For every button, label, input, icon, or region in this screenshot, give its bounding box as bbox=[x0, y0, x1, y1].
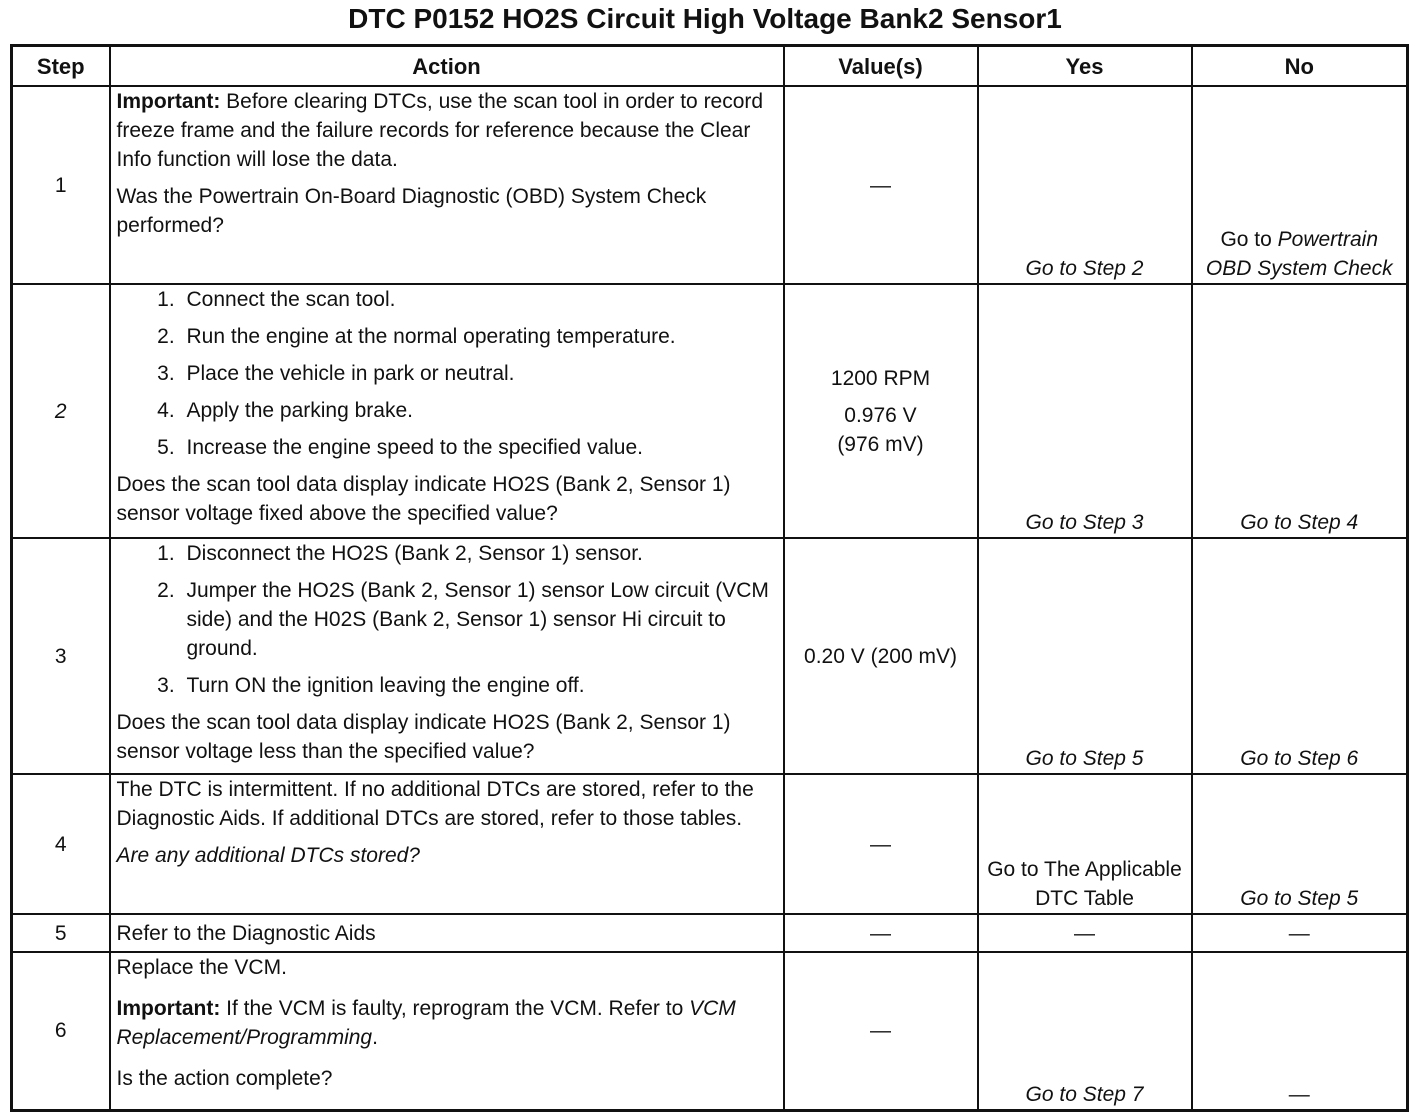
vcm-replacement-link[interactable]: VCM Replacement/Programming bbox=[116, 997, 736, 1049]
table-row bbox=[12, 284, 1408, 538]
value-cell: — bbox=[784, 952, 978, 1110]
no-cell: — bbox=[1192, 952, 1408, 1110]
important-label: Important: bbox=[116, 997, 221, 1020]
action-cell bbox=[110, 86, 784, 284]
step-number: 3 bbox=[12, 538, 110, 774]
header-action: Action bbox=[110, 46, 784, 87]
list-item: 2. Jumper the HO2S (Bank 2, Sensor 1) sensor Low circuit (VCM side) and the H02S (Bank 2, Sensor 1) sensor Hi circuit to ground. bbox=[181, 576, 777, 663]
action-text: The DTC is intermittent. If no additional DTCs are stored, refer to the Diagnostic Aids. If additional DTCs are stored, refer to those tables. bbox=[116, 778, 754, 830]
step-number: 2 bbox=[12, 284, 110, 538]
header-yes: Yes bbox=[978, 46, 1192, 87]
no-link[interactable]: Go to Step 5 bbox=[1192, 774, 1408, 914]
action-list bbox=[117, 539, 777, 700]
yes-link[interactable]: Go to Step 2 bbox=[978, 86, 1192, 284]
yes-link[interactable]: Go to Step 5 bbox=[978, 538, 1192, 774]
action-cell bbox=[110, 538, 784, 774]
table-row bbox=[12, 774, 1408, 914]
step-number: 6 bbox=[12, 952, 110, 1110]
yes-cell: — bbox=[978, 914, 1192, 952]
list-item: 5. Increase the engine speed to the specified value. bbox=[181, 433, 777, 462]
step-number: 1 bbox=[12, 86, 110, 284]
question-text: Does the scan tool data display indicate HO2S (Bank 2, Sensor 1) sensor voltage less than the specified value? bbox=[116, 711, 731, 763]
diagnostic-table bbox=[10, 44, 1409, 1112]
table-row bbox=[12, 538, 1408, 774]
important-text: Before clearing DTCs, use the scan tool in order to record freeze frame and the failure records for reference because the Clear Info function will lose the data. bbox=[116, 90, 764, 171]
list-item: 3. Turn ON the ignition leaving the engine off. bbox=[181, 671, 777, 700]
value-cell: — bbox=[784, 914, 978, 952]
value-cell: — bbox=[784, 86, 978, 284]
action-cell bbox=[110, 284, 784, 538]
table-row bbox=[12, 952, 1408, 1110]
list-item: 2. Run the engine at the normal operating temperature. bbox=[181, 322, 777, 351]
no-link[interactable]: Go to Step 6 bbox=[1192, 538, 1408, 774]
header-values: Value(s) bbox=[784, 46, 978, 87]
action-text: Replace the VCM. bbox=[116, 956, 287, 979]
value-cell: 1200 RPM 0.976 V (976 mV) bbox=[784, 284, 978, 538]
question-text: Was the Powertrain On-Board Diagnostic (OBD) System Check performed? bbox=[116, 185, 707, 237]
list-item: 1. Connect the scan tool. bbox=[181, 285, 777, 314]
yes-link[interactable]: Go to Step 7 bbox=[978, 952, 1192, 1110]
action-cell: Replace the VCM. Important: If the VCM is faulty, reprogram the VCM. Refer to VCM Replacement/Programming. Is the action complete? bbox=[110, 952, 784, 1110]
action-cell bbox=[110, 774, 784, 914]
question-text: Are any additional DTCs stored? bbox=[116, 844, 420, 867]
list-item: 3. Place the vehicle in park or neutral. bbox=[181, 359, 777, 388]
no-link[interactable]: Go to Step 4 bbox=[1192, 284, 1408, 538]
no-cell: — bbox=[1192, 914, 1408, 952]
list-item: 1. Disconnect the HO2S (Bank 2, Sensor 1) sensor. bbox=[181, 539, 777, 568]
header-step: Step bbox=[12, 46, 110, 87]
value-cell: 0.20 V (200 mV) bbox=[784, 538, 978, 774]
question-text: Is the action complete? bbox=[116, 1067, 333, 1090]
action-list bbox=[117, 285, 777, 462]
table-row bbox=[12, 914, 1408, 952]
question-text: Does the scan tool data display indicate HO2S (Bank 2, Sensor 1) sensor voltage fixed above the specified value? bbox=[116, 473, 731, 525]
important-label: Important: bbox=[116, 90, 221, 113]
step-number: 4 bbox=[12, 774, 110, 914]
header-row bbox=[12, 46, 1408, 87]
table-row bbox=[12, 86, 1408, 284]
step-number: 5 bbox=[12, 914, 110, 952]
list-item: 4. Apply the parking brake. bbox=[181, 396, 777, 425]
yes-link[interactable]: Go to Step 3 bbox=[978, 284, 1192, 538]
no-link[interactable]: Go to Powertrain OBD System Check bbox=[1192, 86, 1408, 284]
page-title: DTC P0152 HO2S Circuit High Voltage Bank2 Sensor1 bbox=[348, 3, 1062, 34]
value-cell: — bbox=[784, 774, 978, 914]
yes-link[interactable]: Go to The Applicable DTC Table bbox=[978, 774, 1192, 914]
action-text: Refer to the Diagnostic Aids bbox=[110, 914, 784, 952]
header-no: No bbox=[1192, 46, 1408, 87]
